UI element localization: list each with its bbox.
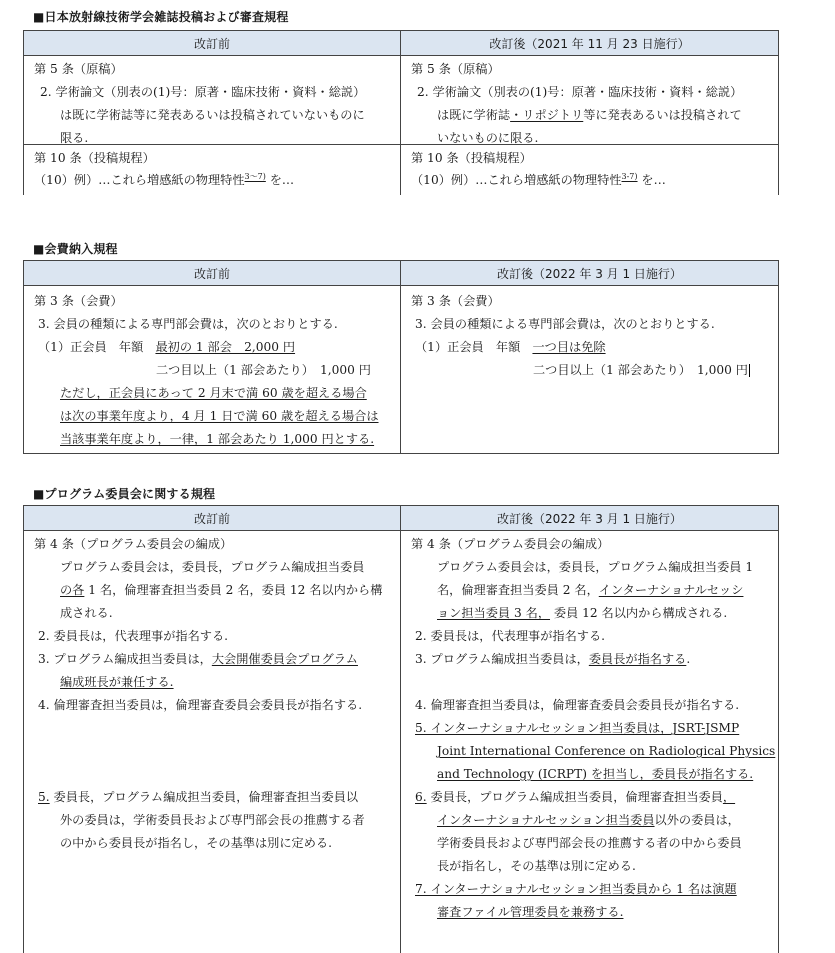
text-line <box>437 809 740 832</box>
text-cursor <box>749 364 750 377</box>
text-line <box>34 58 123 81</box>
text-line <box>437 602 727 625</box>
text-line <box>38 648 358 671</box>
text-line <box>34 169 294 192</box>
text-line <box>60 556 364 579</box>
text-segment: の中から委員長が指名し，その基準は別に定める. <box>60 836 332 850</box>
text-segment: 以外の委員は， <box>654 813 740 827</box>
text-segment: 4. 倫理審査担当委員は，倫理審査委員会委員長が指名する. <box>415 698 740 712</box>
header-after: 改訂後（2022 年 3 月 1 日施行） <box>401 506 779 531</box>
text-segment: 長が指名し，その基準は別に定める. <box>437 859 636 873</box>
text-line <box>415 625 605 648</box>
text-line <box>415 694 739 717</box>
revised-text: は次の事業年度より，4 月 1 日で満 60 歳を超える場合は <box>60 409 379 423</box>
text-segment: 3. 会員の種類による専門部会費は，次のとおりとする. <box>38 317 338 331</box>
header-before: 改訂前 <box>24 506 401 531</box>
text-line <box>437 855 636 878</box>
text-line <box>156 359 371 382</box>
revised-text: 編成班長が兼任する. <box>60 675 174 689</box>
text-segment: 1 名，倫理審査担当委員 2 名，委員 12 名以内から構 <box>84 583 383 597</box>
text-segment: 名，倫理審査担当委員 2 名， <box>437 583 599 597</box>
text-line <box>60 671 174 694</box>
text-segment: 3. 会員の種類による専門部会費は，次のとおりとする. <box>415 317 715 331</box>
comparison-table-fee-rules <box>23 260 779 454</box>
text-line <box>411 58 500 81</box>
text-segment: 第 10 条（投稿規程） <box>411 151 532 165</box>
text-line <box>60 382 367 405</box>
revised-text: 5. インターナショナルセッション担当委員は，JSRT-JSMP <box>415 721 740 735</box>
revised-text: ョン担当委員 3 名， <box>437 606 551 620</box>
text-segment: 3. プログラム編成担当委員は， <box>38 652 212 666</box>
text-segment: . <box>686 652 691 666</box>
revised-text: and Technology (ICRPT) を担当し，委員長が指名する. <box>437 767 754 781</box>
text-line <box>38 625 228 648</box>
header-after: 改訂後（2022 年 3 月 1 日施行） <box>401 261 779 286</box>
text-line <box>60 405 379 428</box>
revised-text: インターナショナルセッション担当委員 <box>437 813 655 827</box>
text-segment: 二つ目以上（1 部会あたり） 1,000 円 <box>533 363 748 377</box>
text-line <box>411 533 609 556</box>
text-line <box>34 533 232 556</box>
text-segment: 2. 学術論文（別表の(1)号：原著・臨床技術・資料・総説） <box>40 85 366 99</box>
text-line <box>411 169 666 192</box>
text-line <box>415 313 715 336</box>
text-segment: 等に発表あるいは投稿されて <box>583 108 742 122</box>
text-segment: 2. 委員長は，代表理事が指名する. <box>415 629 606 643</box>
text-line <box>60 579 382 602</box>
text-segment: （1）正会員 年額 <box>38 340 156 354</box>
text-line <box>34 147 155 170</box>
revised-text: 6. <box>415 790 427 804</box>
revised-text: 5. <box>38 790 50 804</box>
text-segment: 第 3 条（会費） <box>34 294 123 308</box>
text-segment: 4. 倫理審査担当委員は，倫理審査委員会委員長が指名する. <box>38 698 363 712</box>
text-segment: （10）例）…これら増感紙の物理特性 <box>411 173 622 187</box>
text-segment: 第 5 条（原稿） <box>34 62 123 76</box>
text-segment: 2. 学術論文（別表の(1)号：原著・臨床技術・資料・総説） <box>417 85 743 99</box>
revised-text: 3-7) <box>621 171 638 181</box>
text-line <box>34 290 123 313</box>
revised-text: ただし，正会員にあって 2 月末で満 60 歳を超える場合 <box>60 386 367 400</box>
revised-text: 委員長が指名する <box>588 652 687 666</box>
text-segment: 学術委員長および専門部会長の推薦する者の中から委員 <box>437 836 742 850</box>
text-line <box>437 104 742 127</box>
revised-text: 一つ目は免除 <box>532 340 606 354</box>
revised-text: 大会開催委員会プログラム <box>211 652 358 666</box>
text-line <box>60 428 374 451</box>
text-segment: を… <box>265 173 295 187</box>
text-line <box>437 740 775 763</box>
text-segment: 委員 12 名以内から構成される. <box>550 606 728 620</box>
text-segment: いないものに限る. <box>437 131 539 145</box>
text-segment: 第 5 条（原稿） <box>411 62 500 76</box>
text-segment: 限る. <box>60 131 89 145</box>
section-title-program-committee-rules: ■プログラム委員会に関する規程 <box>33 487 216 501</box>
text-line <box>60 104 365 127</box>
section-title-fee-rules: ■会費納入規程 <box>33 242 118 256</box>
text-line <box>411 147 532 170</box>
revised-text: 3〜7) <box>244 171 266 181</box>
text-segment: 第 3 条（会費） <box>411 294 500 308</box>
text-line <box>38 694 362 717</box>
text-line <box>38 336 295 359</box>
text-segment: 3. プログラム編成担当委員は， <box>415 652 589 666</box>
text-line <box>415 336 606 359</box>
revised-text: 当該事業年度より，一律，1 部会あたり 1,000 円とする. <box>60 432 375 446</box>
text-segment: 第 4 条（プログラム委員会の編成） <box>34 537 233 551</box>
header-after: 改訂後（2021 年 11 月 23 日施行） <box>401 31 779 56</box>
comparison-table-journal-rules <box>23 30 779 195</box>
text-segment: を… <box>637 173 666 187</box>
text-line <box>415 717 739 740</box>
text-segment: （10）例）…これら増感紙の物理特性 <box>34 173 245 187</box>
text-line <box>415 786 735 809</box>
revised-text: 7. インターナショナルセッション担当委員から 1 名は演題 <box>415 882 737 896</box>
text-line <box>415 648 690 671</box>
text-line <box>40 81 365 104</box>
text-line <box>437 579 743 602</box>
revised-text: インターナショナルセッシ <box>598 583 744 597</box>
text-segment: （1）正会員 年額 <box>415 340 533 354</box>
revised-text: ・リポジトリ <box>510 108 584 122</box>
text-segment: は既に学術誌等に発表あるいは投稿されていないものに <box>60 108 365 122</box>
section-title-journal-rules: ■日本放射線技術学会雑誌投稿および審査規程 <box>33 10 289 24</box>
text-segment: は既に学術誌 <box>437 108 511 122</box>
text-segment: 第 10 条（投稿規程） <box>34 151 155 165</box>
text-segment: 委員長，プログラム編成担当委員，倫理審査担当委員 <box>426 790 723 804</box>
revised-text: 最初の 1 部会 2,000 円 <box>155 340 296 354</box>
text-line <box>437 763 753 786</box>
revised-text: ， <box>722 790 736 804</box>
header-before: 改訂前 <box>24 31 401 56</box>
text-line <box>60 602 113 625</box>
text-line <box>411 290 500 313</box>
revised-text: 審査ファイル管理委員を兼務する. <box>437 905 624 919</box>
revised-text: の各 <box>60 583 85 597</box>
text-segment: プログラム委員会は，委員長，プログラム編成担当委員 1 <box>437 560 754 574</box>
text-segment: 外の委員は，学術委員長および専門部会長の推薦する者 <box>60 813 365 827</box>
text-line <box>60 809 365 832</box>
text-segment: 2. 委員長は，代表理事が指名する. <box>38 629 229 643</box>
text-segment: 委員長，プログラム編成担当委員，倫理審査担当委員以 <box>49 790 359 804</box>
text-line <box>437 901 623 924</box>
text-line <box>415 878 737 901</box>
text-line <box>38 786 358 809</box>
text-line <box>437 556 753 579</box>
text-line <box>437 832 742 855</box>
text-line <box>60 832 332 855</box>
text-line <box>533 359 750 382</box>
text-segment: 成される. <box>60 606 113 620</box>
text-segment: 二つ目以上（1 部会あたり） 1,000 円 <box>156 363 371 377</box>
text-line <box>417 81 742 104</box>
header-before: 改訂前 <box>24 261 401 286</box>
text-line <box>38 313 338 336</box>
text-segment: 第 4 条（プログラム委員会の編成） <box>411 537 610 551</box>
text-segment: プログラム委員会は，委員長，プログラム編成担当委員 <box>60 560 365 574</box>
comparison-table-program-committee-rules <box>23 505 779 953</box>
revised-text: Joint International Conference on Radiological Physics <box>437 744 776 758</box>
